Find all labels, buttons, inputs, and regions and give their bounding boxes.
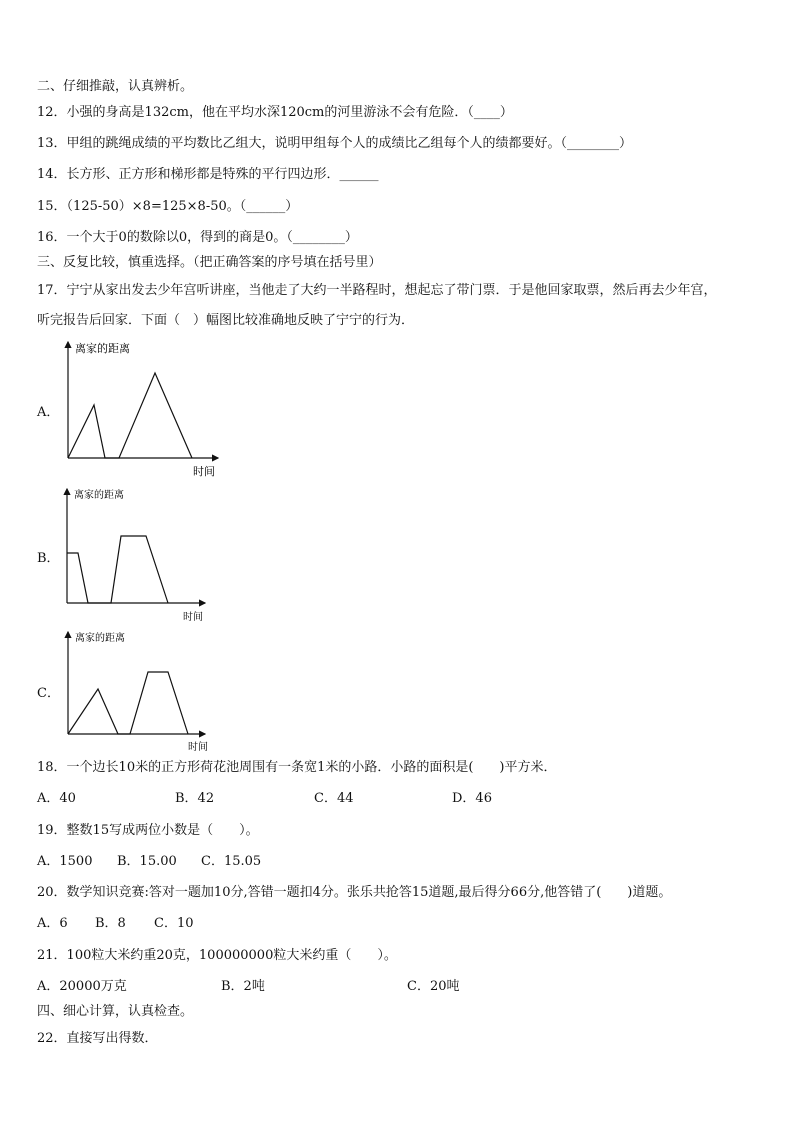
option-c[interactable]: C．10	[154, 916, 194, 931]
graph-a-ylabel: 离家的距离	[75, 342, 130, 355]
option-b[interactable]: B．15.00	[117, 854, 177, 869]
graph-c-path	[68, 672, 188, 734]
question-18: 18．一个边长10米的正方形荷花池周围有一条宽1米的小路．小路的面积是( )平方米．	[37, 760, 557, 775]
graph-a-label: A．	[37, 405, 60, 420]
question-14: 14．长方形、正方形和梯形都是特殊的平行四边形．______	[37, 167, 379, 182]
graph-c-label: C．	[37, 686, 60, 701]
question-16: 16．一个大于0的数除以0，得到的商是0。（________）	[37, 230, 358, 245]
graph-a-xlabel: 时间	[193, 465, 215, 477]
question-17-line-2: 听完报告后回家．下面（ ）幅图比较准确地反映了宁宁的行为．	[37, 313, 415, 328]
option-b[interactable]: B．42	[175, 791, 215, 806]
graph-c-xlabel: 时间	[188, 742, 208, 753]
option-a[interactable]: A．20000万克	[37, 979, 127, 994]
graph-c-ylabel: 离家的距离	[75, 633, 125, 644]
graph-b	[55, 485, 215, 625]
question-12: 12．小强的身高是132cm，他在平均水深120cm的河里游泳不会有危险．（____）	[37, 105, 513, 120]
graph-a-path	[68, 373, 192, 458]
question-19: 19．整数15写成两位小数是（ ）。	[37, 823, 259, 838]
question-20: 20．数学知识竞赛:答对一题加10分,答错一题扣4分。张乐共抢答15道题,最后得分66分,他答错了( )道题。	[37, 885, 672, 900]
graph-b-label: B．	[37, 551, 60, 566]
question-15: 15．（125-50）×8=125×8-50。（______）	[37, 199, 299, 214]
option-c[interactable]: C．44	[314, 791, 354, 806]
graph-b-xlabel: 时间	[183, 612, 203, 623]
option-c[interactable]: C．20吨	[407, 979, 460, 994]
question-13: 13．甲组的跳绳成绩的平均数比乙组大，说明甲组每个人的成绩比乙组每个人的绩都要好。（________）	[37, 136, 633, 151]
question-22: 22．直接写出得数．	[37, 1031, 158, 1046]
question-17-line-1: 17．宁宁从家出发去少年宫听讲座，当他走了大约一半路程时，想起忘了带门票．于是他回家取票，然后再去少年宫，	[37, 283, 717, 298]
graph-b-ylabel: 离家的距离	[74, 490, 124, 501]
option-b[interactable]: B．8	[95, 916, 126, 931]
option-c[interactable]: C．15.05	[201, 854, 262, 869]
section-3-heading: 三、反复比较，慎重选择。（把正确答案的序号填在括号里）	[37, 255, 382, 270]
graph-a	[55, 337, 225, 477]
graph-b-path	[67, 536, 168, 603]
option-a[interactable]: A．40	[37, 791, 76, 806]
section-4-heading: 四、细心计算，认真检查。	[37, 1004, 194, 1019]
section-2-heading: 二、仔细推敲，认真辨析。	[37, 79, 194, 94]
option-b[interactable]: B．2吨	[221, 979, 265, 994]
question-21: 21．100粒大米约重20克，100000000粒大米约重（ ）。	[37, 948, 397, 963]
option-a[interactable]: A．1500	[37, 854, 93, 869]
graph-c	[55, 628, 215, 756]
option-d[interactable]: D．46	[452, 791, 492, 806]
option-a[interactable]: A．6	[37, 916, 68, 931]
